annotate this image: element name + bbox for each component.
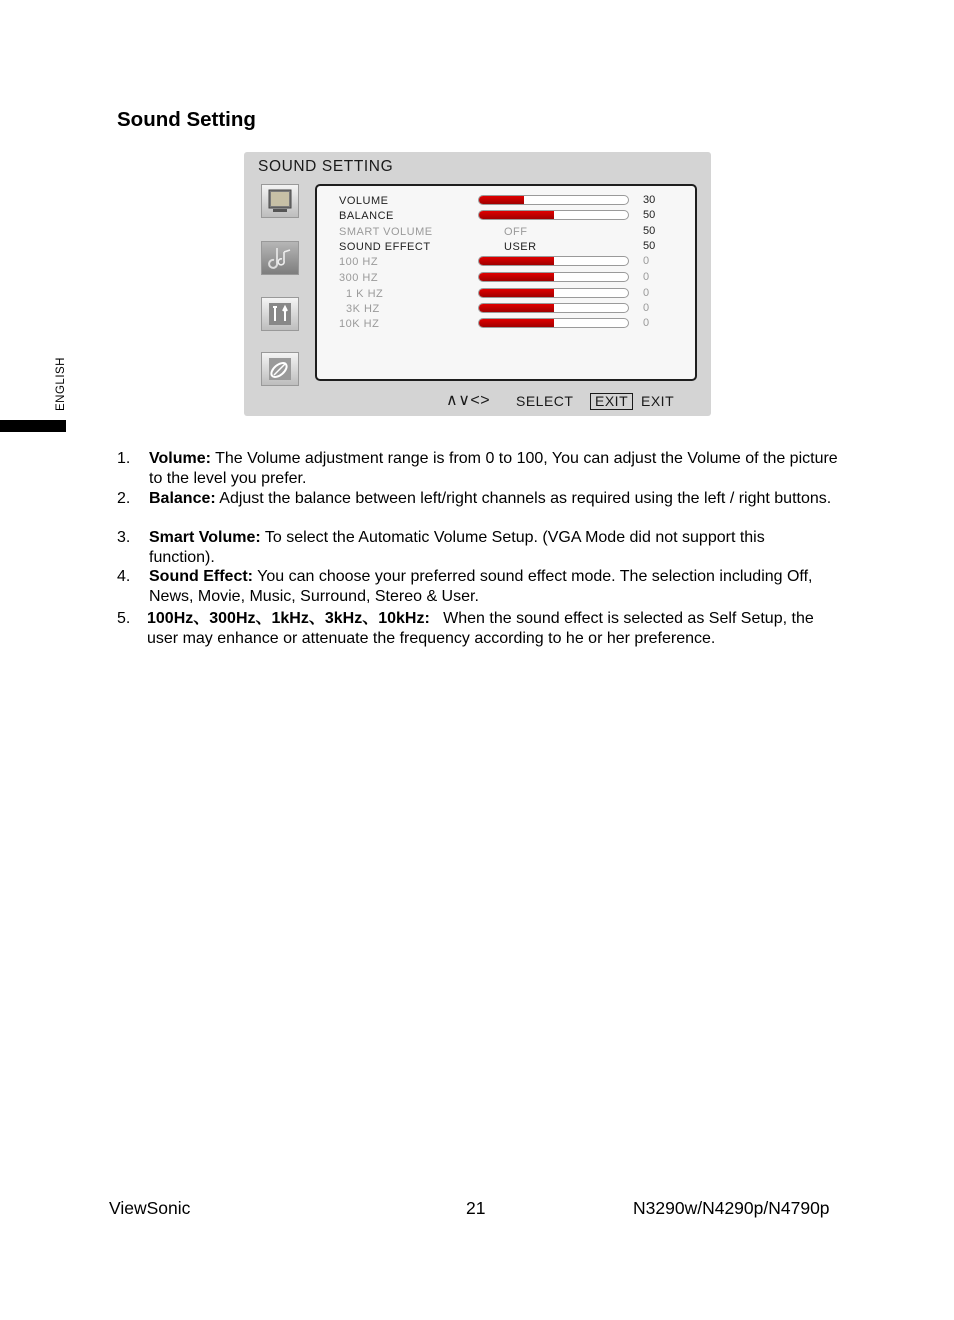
footer-brand: ViewSonic [109,1198,191,1218]
balance-slider[interactable] [478,210,629,220]
eq-3khz-row[interactable] [317,303,695,317]
eq-100hz-slider[interactable] [478,256,629,266]
tools-icon[interactable] [261,297,299,331]
side-tab-label: ENGLISH [55,357,67,411]
eq-300hz-slider[interactable] [478,272,629,282]
volume-row[interactable] [317,195,695,209]
osd-title: SOUND SETTING [258,158,394,175]
row-label: 3K HZ [346,303,380,315]
row-value: 0 [643,255,650,267]
row-label: 300 HZ [339,272,379,284]
eq-1khz-slider[interactable] [478,288,629,298]
sound-effect-row[interactable] [317,241,695,255]
select-hint: SELECT [516,393,574,409]
row-label: BALANCE [339,210,394,222]
row-value: 0 [643,317,650,329]
row-value: 50 [643,240,656,252]
eq-10khz-slider[interactable] [478,318,629,328]
eq-300hz-row[interactable] [317,272,695,286]
row-value: 50 [643,209,656,221]
row-option: OFF [504,226,528,238]
row-label: 100 HZ [339,256,379,268]
eq-3khz-slider[interactable] [478,303,629,313]
row-value: 0 [643,287,650,299]
osd-menu [244,152,711,416]
exit-key-button[interactable]: EXIT [590,393,633,410]
row-label: 10K HZ [339,318,380,330]
row-value: 0 [643,302,650,314]
row-value: 50 [643,225,656,237]
row-label: 1 K HZ [346,288,384,300]
nav-arrows-icon: ∧∨<> [446,392,491,409]
satellite-dish-icon[interactable] [261,352,299,386]
page-number: 21 [466,1198,486,1218]
smart-volume-row[interactable] [317,226,695,240]
section-title: Sound Setting [117,108,256,131]
monitor-icon[interactable] [261,184,299,218]
exit-hint: EXIT [641,393,675,409]
balance-row[interactable] [317,210,695,224]
eq-100hz-row[interactable] [317,256,695,270]
row-value: 0 [643,271,650,283]
osd-settings-panel [315,184,697,381]
side-tab-bar [0,420,66,432]
row-label: SOUND EFFECT [339,241,431,253]
row-value: 30 [643,194,656,206]
row-option: USER [504,241,537,253]
row-label: VOLUME [339,195,389,207]
volume-slider[interactable] [478,195,629,205]
footer-model: N3290w/N4290p/N4790p [633,1198,830,1218]
eq-10khz-row[interactable] [317,318,695,332]
eq-1khz-row[interactable] [317,288,695,302]
music-note-icon[interactable] [261,241,299,275]
row-label: SMART VOLUME [339,226,433,238]
